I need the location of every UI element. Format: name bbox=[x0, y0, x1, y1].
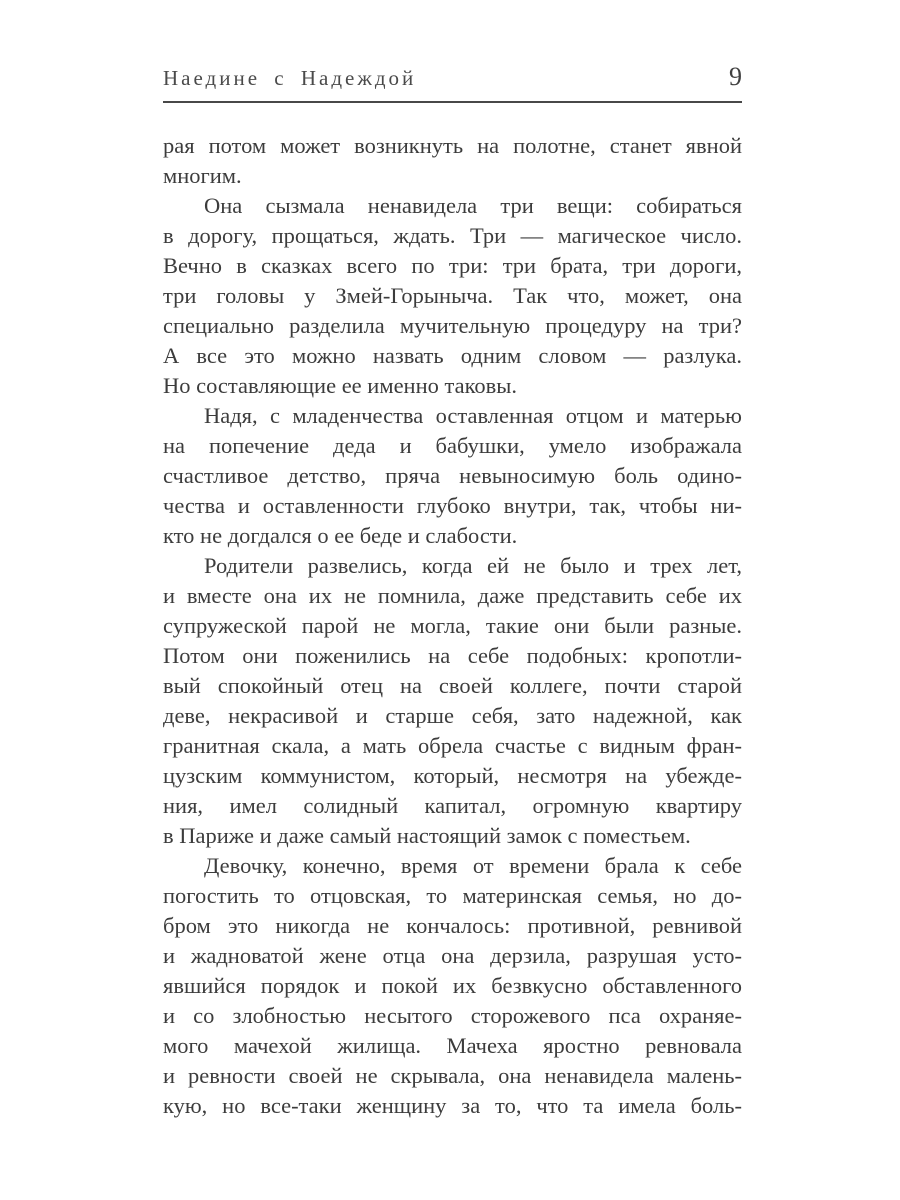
text-line: Вечно в сказках всего по три: три брата, три дороги, bbox=[163, 253, 742, 278]
text-line: А все это можно назвать одним словом — разлука. bbox=[163, 343, 742, 368]
text-line: и жадноватой жене отца она дерзила, разрушая усто- bbox=[163, 943, 742, 968]
text-line: кую, но все-таки женщину за то, что та имела боль- bbox=[163, 1093, 742, 1118]
text-line: и вместе она их не помнила, даже представить себе их bbox=[163, 583, 742, 608]
text-line: многим. bbox=[163, 163, 242, 188]
text-line: мого мачехой жилища. Мачеха яростно ревновала bbox=[163, 1033, 742, 1058]
text-line: и со злобностью несытого сторожевого пса охраняе- bbox=[163, 1003, 742, 1028]
running-head-title: Наедине с Надеждой bbox=[163, 66, 417, 90]
text-line: Она сызмала ненавидела три вещи: собираться bbox=[204, 193, 742, 218]
text-line: явшийся порядок и покой их безвкусно обставленного bbox=[163, 973, 742, 998]
text-line: в Париже и даже самый настоящий замок с поместьем. bbox=[163, 823, 691, 848]
text-line: бром это никогда не кончалось: противной, ревнивой bbox=[163, 913, 742, 938]
text-line: гранитная скала, а мать обрела счастье с видным фран- bbox=[163, 733, 742, 758]
text-line: счастливое детство, пряча невыносимую боль одино- bbox=[163, 463, 742, 488]
text-line: и ревности своей не скрывала, она ненавидела малень- bbox=[163, 1063, 742, 1088]
text-line: чества и оставленности глубоко внутри, так, чтобы ни- bbox=[163, 493, 742, 518]
text-line: вый спокойный отец на своей коллеге, почти старой bbox=[163, 673, 742, 698]
text-line: супружеской парой не могла, такие они были разные. bbox=[163, 613, 742, 638]
text-line: на попечение деда и бабушки, умело изображала bbox=[163, 433, 742, 458]
text-line: рая потом может возникнуть на полотне, станет явной bbox=[163, 133, 742, 158]
text-line: цузским коммунистом, который, несмотря на убежде- bbox=[163, 763, 742, 788]
text-line: Но составляющие ее именно таковы. bbox=[163, 373, 518, 398]
page-number: 9 bbox=[729, 62, 742, 91]
text-line: в дорогу, прощаться, ждать. Три — магическое число. bbox=[163, 223, 742, 248]
text-line: три головы у Змей-Горыныча. Так что, может, она bbox=[163, 283, 742, 308]
text-line: Надя, с младенчества оставленная отцом и матерью bbox=[204, 403, 742, 428]
text-line: кто не догдался о ее беде и слабости. bbox=[163, 523, 518, 548]
text-line: ния, имел солидный капитал, огромную квартиру bbox=[163, 793, 742, 818]
text-line: погостить то отцовская, то материнская семья, но до- bbox=[163, 883, 742, 908]
text-line: специально разделила мучительную процедуру на три? bbox=[163, 313, 742, 338]
body-text bbox=[163, 131, 742, 1121]
text-line: Потом они поженились на себе подобных: кропотли- bbox=[163, 643, 742, 668]
text-line: Родители развелись, когда ей не было и трех лет, bbox=[204, 553, 742, 578]
header-divider bbox=[163, 101, 742, 103]
text-line: Девочку, конечно, время от времени брала к себе bbox=[204, 853, 742, 878]
text-line: деве, некрасивой и старше себя, зато надежной, как bbox=[163, 703, 742, 728]
running-head bbox=[163, 62, 742, 92]
